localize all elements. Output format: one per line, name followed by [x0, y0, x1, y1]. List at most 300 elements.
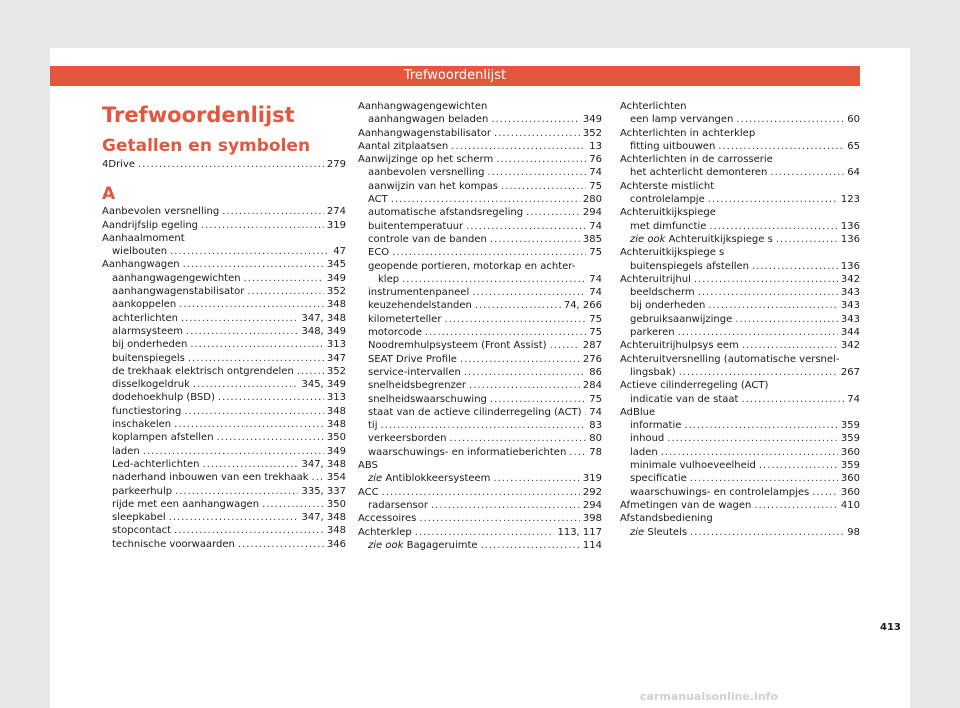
leader-dots [382, 486, 580, 499]
index-page-ref[interactable]: 98 [847, 526, 860, 538]
leader-dots [188, 352, 324, 365]
index-page-ref[interactable]: 348 [326, 419, 346, 431]
index-page-ref[interactable]: 75 [589, 393, 602, 405]
index-page-ref[interactable]: 345 [326, 259, 346, 271]
index-page-ref[interactable]: 398 [582, 513, 602, 525]
index-entry-term [630, 472, 687, 485]
leader-dots [170, 245, 330, 258]
index-page-ref[interactable]: 74 [847, 393, 860, 405]
index-entry [620, 193, 860, 206]
index-page-ref[interactable]: 352 [582, 127, 602, 139]
index-heading: Aanhangwagengewichten [358, 101, 488, 112]
index-entry [358, 432, 602, 445]
index-page-ref[interactable]: 342 [840, 273, 860, 285]
index-page-ref[interactable]: 360 [840, 473, 860, 485]
index-term-text: met dimfunctie [630, 220, 707, 232]
index-page-ref[interactable]: 78 [589, 446, 602, 458]
leader-dots [709, 220, 838, 233]
index-entry-term [368, 113, 488, 126]
index-page-ref[interactable]: 123 [840, 194, 860, 206]
index-term-text: Achteruitkijkspiege s [668, 233, 773, 245]
index-entry [620, 326, 860, 339]
index-entry-term [112, 285, 244, 298]
leader-dots [186, 325, 298, 338]
index-term-text: aanhangwagen beladen [368, 114, 489, 126]
leader-dots [183, 258, 324, 271]
index-page-ref[interactable]: 354 [326, 472, 346, 484]
index-term-text: minimale vulhoeveelheid [630, 460, 756, 472]
index-page-ref[interactable]: 74 [589, 287, 602, 299]
index-entry-term [112, 352, 185, 365]
leader-dots [694, 273, 838, 286]
index-entry [102, 458, 346, 471]
leader-dots [501, 180, 586, 193]
index-entry [358, 379, 602, 392]
index-page-ref[interactable]: 313 [326, 339, 346, 351]
index-entry [620, 419, 860, 432]
index-page-ref[interactable]: 350 [326, 432, 346, 444]
index-entry-term [630, 193, 705, 206]
index-page-ref[interactable]: 348 [326, 299, 346, 311]
index-heading: geopende portieren, motorkap en achter- [368, 260, 576, 272]
index-term-text: fitting uitbouwen [630, 140, 716, 152]
index-page-ref[interactable]: 294 [582, 499, 602, 511]
leader-dots [419, 512, 580, 525]
index-page-ref[interactable]: 136 [840, 260, 860, 272]
index-entry [358, 366, 602, 379]
index-column-2 [358, 100, 602, 552]
index-entry-term [630, 432, 664, 445]
index-entry [102, 445, 346, 458]
index-entry [358, 233, 602, 246]
index-page-ref[interactable]: 349 [326, 272, 346, 284]
index-entry [620, 459, 860, 472]
index-entry-term [368, 406, 582, 419]
index-entry-term [358, 526, 412, 539]
index-page-ref[interactable]: 74 [589, 220, 602, 232]
leader-dots [718, 140, 844, 153]
index-term-text: Afmetingen van de wagen [620, 499, 752, 511]
index-page-ref[interactable]: 47 [333, 246, 346, 258]
leader-dots [472, 286, 586, 299]
leader-dots [449, 432, 586, 445]
index-page-ref[interactable]: 352 [326, 365, 346, 377]
index-heading: Achterlichten [620, 101, 687, 112]
index-term-text: waarschuwings- en controlelampjes [630, 486, 810, 498]
index-entry [358, 353, 602, 366]
index-term-text: klep [378, 273, 400, 285]
index-term-text: wielbouten [112, 246, 168, 258]
index-page-ref[interactable]: 280 [582, 194, 602, 206]
leader-dots [526, 206, 580, 219]
index-page-ref[interactable]: 410 [840, 499, 860, 511]
index-entry-term [620, 499, 751, 512]
entries-col1 [102, 205, 346, 551]
index-entry [102, 258, 346, 271]
index-entry-term [112, 391, 215, 404]
index-term-text: achterlichten [112, 312, 178, 324]
leader-dots [174, 418, 324, 431]
leader-dots [494, 127, 580, 140]
index-term-text: service-intervallen [368, 366, 461, 378]
index-term-text: keuzehendelstanden [368, 300, 472, 312]
index-page-ref[interactable]: 292 [582, 486, 602, 498]
entries-col2 [358, 100, 602, 552]
index-entry [620, 313, 860, 326]
index-page-ref[interactable]: 65 [847, 140, 860, 152]
index-entry [358, 539, 602, 552]
index-term-text: gebruiksaanwijzinge [630, 313, 733, 325]
index-entry-term [112, 245, 167, 258]
index-term-text: de trekhaak elektrisch ontgrendelen [112, 365, 294, 377]
index-page-ref[interactable]: 343 [840, 300, 860, 312]
index-entry [358, 127, 602, 140]
leader-dots [217, 431, 324, 444]
index-entry [358, 472, 602, 485]
index-page-ref[interactable]: 342 [840, 340, 860, 352]
index-page-ref[interactable]: 64 [847, 167, 860, 179]
index-page-ref[interactable]: 359 [840, 460, 860, 472]
index-entry-term [630, 313, 732, 326]
index-entry-term [368, 339, 547, 352]
index-entry [358, 326, 602, 339]
leader-dots [487, 166, 586, 179]
leader-dots [475, 299, 561, 312]
index-page-ref[interactable]: 13 [589, 140, 602, 152]
index-page-ref[interactable]: 343 [840, 313, 860, 325]
index-page-ref[interactable]: 74 [589, 167, 602, 179]
index-term-text: het achterlicht demonteren [630, 167, 768, 179]
index-entry-term [112, 378, 190, 391]
leader-dots [481, 539, 580, 552]
entries-col3 [620, 100, 860, 539]
index-term-text: indicatie van de staat [630, 393, 739, 405]
index-entry [102, 538, 346, 551]
leader-dots [193, 378, 299, 391]
index-entry [102, 205, 346, 218]
index-entry-term [368, 366, 461, 379]
index-page-ref[interactable]: 80 [589, 433, 602, 445]
index-entry-term [630, 446, 658, 459]
index-entry [620, 233, 860, 246]
index-heading: AdBlue [620, 406, 656, 418]
index-page-ref[interactable]: 74 [589, 273, 602, 285]
index-title: Trefwoordenlijst [102, 103, 295, 127]
index-entry-term [630, 486, 809, 499]
index-term-text: tij [368, 420, 378, 432]
index-entry [102, 352, 346, 365]
leader-dots [708, 193, 838, 206]
index-entry [358, 339, 602, 352]
index-term-text: rijde met een aanhangwagen [112, 498, 260, 510]
index-page-ref[interactable]: 346 [326, 538, 346, 550]
leader-dots [391, 193, 580, 206]
index-page-ref[interactable]: 345, 349 [301, 379, 346, 391]
index-term-text: controlelampje [630, 194, 705, 206]
index-page-ref[interactable]: 360 [840, 486, 860, 498]
index-entry [358, 526, 602, 539]
index-term-text: radarsensor [368, 499, 428, 511]
leader-dots [262, 498, 324, 511]
index-term-text: snelheidswaarschuwing [368, 393, 487, 405]
index-page-ref[interactable]: 347, 348 [301, 458, 346, 470]
index-entry [102, 418, 346, 431]
index-term-text: specificatie [630, 473, 687, 485]
index-entry-term [368, 166, 484, 179]
index-entry-term [368, 286, 469, 299]
index-page-ref[interactable]: 74 [589, 406, 602, 418]
leader-dots [415, 526, 555, 539]
index-page-ref[interactable]: 75 [589, 327, 602, 339]
index-page-ref[interactable]: 335, 337 [301, 485, 346, 497]
index-term-text: 4Drive [102, 159, 136, 170]
index-page-ref[interactable]: 276 [582, 353, 602, 365]
index-entry [620, 113, 860, 126]
index-entry-term [630, 366, 676, 379]
index-page-ref[interactable]: 136 [840, 220, 860, 232]
index-entry-term [112, 431, 214, 444]
index-term-text: koplampen afstellen [112, 432, 214, 444]
index-term-text: buitenspiegels afstellen [630, 260, 750, 272]
index-term-text: aanhangwagengewichten [112, 272, 241, 284]
index-term-text: aankoppelen [112, 299, 177, 311]
index-heading: Achteruitkijkspiege s [620, 247, 725, 259]
index-see-also: zie ook [630, 233, 669, 245]
index-page-ref[interactable]: 319 [326, 219, 346, 231]
index-entry [620, 472, 860, 485]
index-page-ref[interactable]: 344 [840, 327, 860, 339]
index-page-ref[interactable]: 313 [326, 392, 346, 404]
index-page-ref[interactable]: 83 [589, 420, 602, 432]
index-term-text: buitenspiegels [112, 352, 185, 364]
index-entry [620, 499, 860, 512]
index-page-ref[interactable]: 75 [589, 180, 602, 192]
page-number: 413 [880, 622, 901, 633]
index-term-text: instrumentenpaneel [368, 287, 470, 299]
index-entry [102, 378, 346, 391]
index-entry [358, 512, 602, 525]
index-entry-term [112, 338, 187, 351]
index-entry-term [630, 393, 738, 406]
leader-dots [569, 446, 586, 459]
leader-dots [698, 286, 838, 299]
index-entry-term [112, 272, 241, 285]
index-page-ref[interactable]: 114 [582, 539, 602, 551]
leader-dots [736, 113, 844, 126]
index-term-text: een lamp vervangen [630, 114, 734, 126]
index-page-ref[interactable]: 359 [840, 420, 860, 432]
index-entry [102, 312, 346, 325]
index-term-text: Achteruitrijhul [620, 273, 691, 285]
index-entry-term [368, 472, 490, 485]
entries-numbers [102, 158, 346, 171]
index-entry-term [368, 246, 389, 259]
index-entry [358, 140, 602, 153]
index-page-ref[interactable]: 359 [840, 433, 860, 445]
index-term-text: Aanhangwagenstabilisator [358, 127, 492, 139]
index-page-ref[interactable]: 267 [840, 366, 860, 378]
index-term-text: beeldscherm [630, 287, 695, 299]
index-entry-term [368, 180, 498, 193]
index-entry-term [368, 353, 457, 366]
index-entry [102, 524, 346, 537]
index-page-ref[interactable]: 274 [326, 206, 346, 218]
index-entry [358, 180, 602, 193]
leader-dots [175, 485, 298, 498]
leader-dots [759, 459, 838, 472]
index-entry [620, 393, 860, 406]
index-term-text: ECO [368, 247, 390, 259]
index-entry-term [630, 140, 715, 153]
index-page-ref[interactable]: 347, 348 [301, 512, 346, 524]
leader-dots [444, 313, 586, 326]
index-term-text: laden [630, 446, 658, 458]
index-entry [620, 140, 860, 153]
index-see-also: zie ook [368, 539, 407, 551]
leader-dots [181, 312, 299, 325]
index-page-ref[interactable]: 348 [326, 525, 346, 537]
leader-dots [667, 432, 838, 445]
index-page-ref[interactable]: 60 [847, 114, 860, 126]
index-heading: Achteruitversnelling (automatische versnel- [620, 353, 840, 365]
index-page-ref[interactable]: 76 [589, 154, 602, 166]
index-term-text: Bagageruimte [406, 539, 478, 551]
leader-dots [490, 393, 586, 406]
leader-dots [550, 339, 580, 352]
index-term-text: aanwijzin van het kompas [368, 180, 499, 192]
index-entry-term [112, 485, 172, 498]
index-entry [102, 272, 346, 285]
index-page-ref[interactable]: 86 [589, 366, 602, 378]
leader-dots [425, 326, 586, 339]
index-entry [620, 299, 860, 312]
index-heading: Achteruitkijkspiege [620, 207, 716, 219]
index-entry-term [358, 140, 448, 153]
index-entry [102, 471, 346, 484]
leader-dots [776, 233, 838, 246]
index-page-ref[interactable]: 284 [582, 380, 602, 392]
index-entry [102, 391, 346, 404]
index-page-ref[interactable]: 113, 117 [557, 526, 602, 538]
index-entry-term [368, 233, 487, 246]
index-entry-term [630, 260, 749, 273]
index-entry [102, 158, 346, 171]
leader-dots [735, 313, 838, 326]
index-page-ref[interactable]: 136 [840, 233, 860, 245]
leader-dots [380, 419, 586, 432]
leader-dots [222, 205, 324, 218]
index-term-text: bij onderheden [630, 300, 706, 312]
index-page-ref[interactable]: 294 [582, 207, 602, 219]
index-entry-term [112, 471, 309, 484]
index-term-text: waarschuwings- en informatieberichten [368, 446, 567, 458]
index-entry-term [630, 113, 733, 126]
index-page-ref[interactable]: 352 [326, 286, 346, 298]
index-term-text: Accessoires [358, 513, 417, 525]
index-term-text: ACT [368, 194, 388, 206]
index-page-ref[interactable]: 385 [582, 233, 602, 245]
index-heading: ABS [358, 460, 378, 472]
section-heading-numbers: Getallen en symbolen [102, 136, 311, 156]
leader-dots [247, 285, 324, 298]
index-term-text: alarmsysteem [112, 325, 184, 337]
index-page-ref[interactable]: 349 [326, 445, 346, 457]
index-entry-term [368, 539, 478, 552]
index-term-text: inhoud [630, 433, 665, 445]
index-page-ref[interactable]: 349 [582, 114, 602, 126]
leader-dots [184, 405, 324, 418]
index-page-ref[interactable]: 287 [582, 340, 602, 352]
index-entry [358, 286, 602, 299]
index-page-ref[interactable]: 75 [589, 313, 602, 325]
index-see-also: zie [368, 473, 386, 485]
index-term-text: aanbevolen versnelling [368, 167, 485, 179]
index-page-ref[interactable]: 75 [589, 247, 602, 259]
index-term-text: technische voorwaarden [112, 538, 235, 550]
index-term-text: snelheidsbegrenzer [368, 380, 467, 392]
leader-dots [491, 113, 580, 126]
index-term-text: Noodremhulpsysteem (Front Assist) [368, 340, 547, 352]
leader-dots [174, 524, 324, 537]
index-entry [358, 299, 602, 312]
leader-dots [244, 272, 324, 285]
index-page-ref[interactable]: 74, 266 [563, 300, 602, 312]
index-entry [358, 220, 602, 233]
index-entry [358, 166, 602, 179]
leader-dots [469, 379, 580, 392]
index-entry-term [368, 313, 441, 326]
index-entry-term [630, 286, 695, 299]
leader-dots [679, 366, 838, 379]
index-page-ref[interactable]: 350 [326, 498, 346, 510]
index-see-also: zie [630, 526, 648, 538]
index-entry-term [112, 405, 181, 418]
index-entry [358, 419, 602, 432]
index-term-text: sleepkabel [112, 512, 166, 524]
index-page-ref[interactable]: 343 [840, 287, 860, 299]
index-term-text: parkeerhulp [112, 485, 173, 497]
index-entry [358, 193, 602, 206]
index-page-ref[interactable]: 319 [582, 473, 602, 485]
index-entry-term [112, 524, 171, 537]
leader-dots [218, 391, 324, 404]
leader-dots [392, 246, 586, 259]
index-term-text: SEAT Drive Profile [368, 353, 457, 365]
leader-dots [690, 526, 844, 539]
index-entry [358, 393, 602, 406]
index-entry-term [368, 193, 388, 206]
index-entry-term [112, 458, 199, 471]
index-page-ref[interactable]: 348, 349 [301, 325, 346, 337]
leader-dots [661, 446, 838, 459]
page-header-bar: Trefwoordenlijst [50, 66, 860, 86]
index-entry-term [368, 379, 466, 392]
index-entry [620, 446, 860, 459]
leader-dots [742, 339, 838, 352]
watermark: carmanualsonline.info [640, 690, 778, 703]
leader-dots [741, 393, 844, 406]
leader-dots [451, 140, 586, 153]
index-page-ref[interactable]: 347 [326, 352, 346, 364]
index-page-ref[interactable]: 347, 348 [301, 312, 346, 324]
index-entry-term [630, 233, 773, 246]
index-heading: Aanhaalmoment [102, 232, 185, 244]
index-page-ref[interactable]: 360 [840, 446, 860, 458]
index-entry [102, 485, 346, 498]
index-page-ref[interactable]: 279 [326, 159, 346, 170]
leader-dots [431, 499, 580, 512]
index-page-ref[interactable]: 348 [326, 405, 346, 417]
